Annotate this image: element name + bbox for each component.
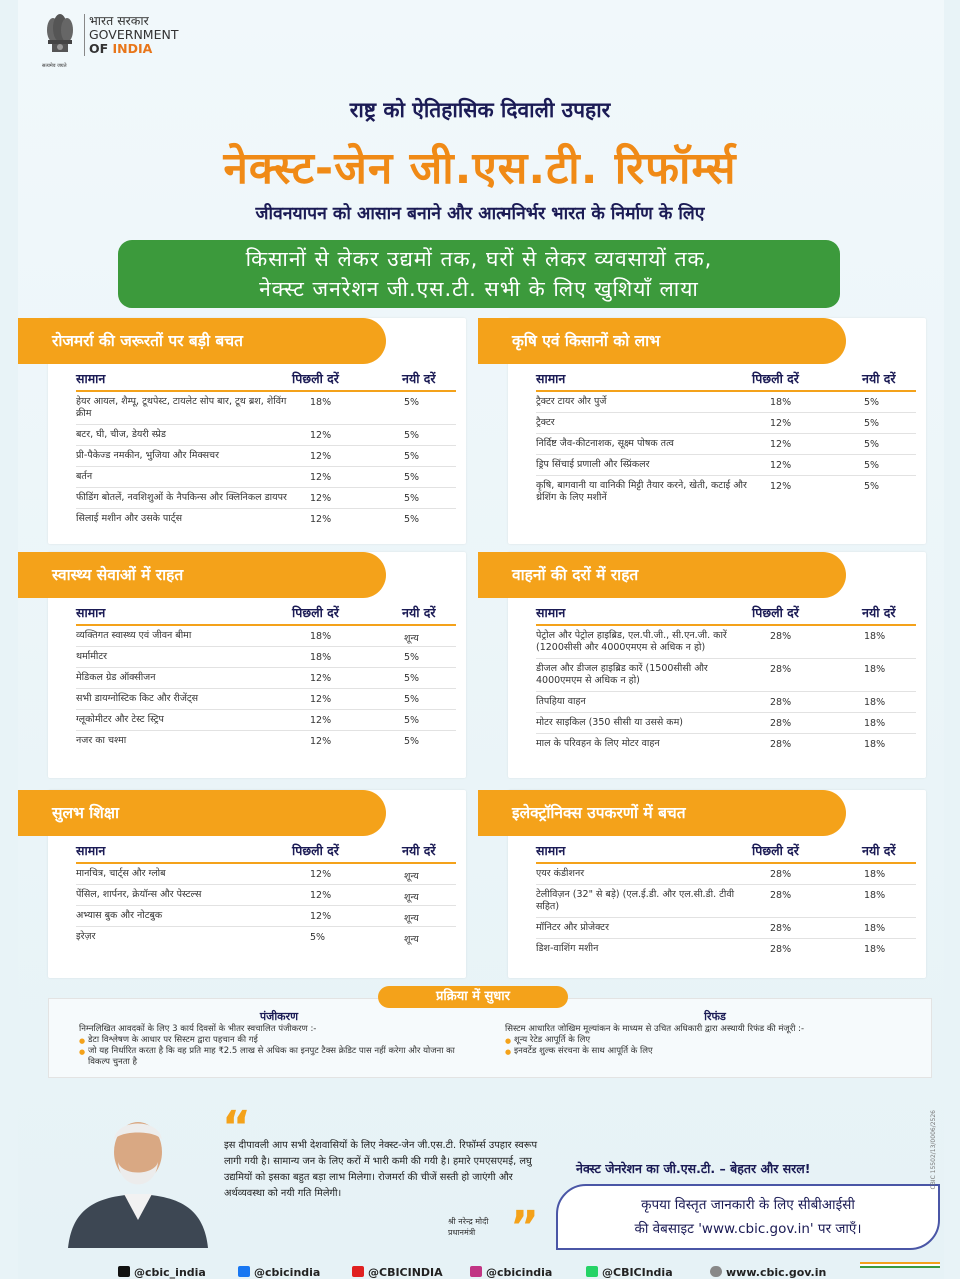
table-row — [76, 488, 456, 509]
row-new-rate: शून्य — [404, 934, 419, 945]
row-item: बटर, घी, चीज, डेयरी स्प्रेड — [76, 429, 166, 440]
row-item: निर्दिष्ट जैव-कीटनाशक, सूक्ष्म पोषक तत्व — [536, 438, 674, 449]
table-row — [536, 659, 916, 692]
row-item: सिलाई मशीन और उसके पार्ट्स — [76, 513, 182, 524]
column-new: नयी दरें — [862, 843, 896, 858]
gov-english: GOVERNMENT — [89, 27, 179, 42]
gov-hindi: भारत सरकार — [89, 13, 149, 28]
row-prev-rate: 28% — [770, 869, 792, 880]
row-prev-rate: 12% — [310, 736, 332, 747]
row-item: मॉनिटर और प्रोजेक्टर — [536, 922, 609, 933]
row-prev-rate: 12% — [310, 472, 332, 483]
row-new-rate: 5% — [864, 418, 880, 429]
row-new-rate: 18% — [864, 664, 886, 675]
table-header — [536, 840, 916, 864]
row-item: मेडिकल ग्रेड ऑक्सीजन — [76, 672, 156, 683]
row-item: व्यक्तिगत स्वास्थ्य एवं जीवन बीमा — [76, 630, 192, 641]
row-new-rate: 18% — [864, 944, 886, 955]
footer-x-handle: @cbic_india — [134, 1266, 206, 1279]
row-item: माल के परिवहन के लिए मोटर वाहन — [536, 738, 660, 749]
prime-minister-photo — [64, 1100, 212, 1248]
table-row — [76, 689, 456, 710]
table-row — [76, 425, 456, 446]
table-row — [76, 710, 456, 731]
footer-instagram-handle: @cbicindia — [486, 1266, 553, 1279]
emblem-motto: सत्यमेव जयते — [42, 63, 67, 69]
column-item: सामान — [76, 843, 106, 858]
row-new-rate: 5% — [404, 397, 420, 408]
row-prev-rate: 12% — [310, 890, 332, 901]
card-title: कृषि एवं किसानों को लाभ — [478, 318, 846, 364]
row-prev-rate: 18% — [310, 397, 332, 408]
table-row — [536, 692, 916, 713]
row-item: मानचित्र, चार्ट्स और ग्लोब — [76, 868, 166, 879]
page-subtitle: जीवनयापन को आसान बनाने और आत्मनिर्भर भारत के निर्माण के लिए — [255, 204, 705, 224]
row-new-rate: 5% — [404, 451, 420, 462]
row-item: अभ्यास बुक और नोटबुक — [76, 910, 163, 921]
table-header — [76, 602, 456, 626]
refund-point: ● शून्य रेटेड आपूर्ति के लिए — [505, 1035, 925, 1046]
footer-web[interactable] — [710, 1266, 826, 1279]
government-wordmark — [84, 14, 178, 56]
column-prev: पिछली दरें — [292, 605, 339, 620]
row-new-rate: 18% — [864, 739, 886, 750]
pm-title: प्रधानमंत्री — [448, 1228, 476, 1237]
table-row — [76, 446, 456, 467]
open-quote-icon: “ — [222, 1102, 251, 1153]
refund-intro: सिस्टम आधारित जोखिम मूल्यांकन के माध्यम से उचित अधिकारी द्वारा अस्थायी रिफंड की मंजूरी :- — [505, 1024, 805, 1034]
row-prev-rate: 18% — [770, 397, 792, 408]
table-row — [76, 864, 456, 885]
row-new-rate: 18% — [864, 718, 886, 729]
row-new-rate: 5% — [864, 460, 880, 471]
banner-line-1: किसानों से लेकर उद्यमों तक, घरों से लेकर व्यवसायों तक, — [245, 247, 713, 271]
column-item: सामान — [76, 605, 106, 620]
row-new-rate: 5% — [864, 439, 880, 450]
registration-point: ● जो यह निर्धारित करता है कि वह प्रति माह ₹2.5 लाख से अधिक का इनपुट टैक्स क्रेडिट पास नहीं करेगा और योजना का विकल्प चुनता है — [79, 1046, 479, 1068]
cbic-line-1: कृपया विस्तृत जानकारी के लिए सीबीआईसी — [641, 1197, 855, 1213]
table-row — [76, 885, 456, 906]
registration-point: ● डेटा विश्लेषण के आधार पर सिस्टम द्वारा पहचान की गई — [79, 1035, 479, 1046]
row-new-rate: 5% — [404, 472, 420, 483]
row-item: टेलीविज़न (32" से बड़े) (एल.ई.डी. और एल.सी.डी. टीवी सहित) — [536, 889, 735, 912]
row-prev-rate: 12% — [310, 715, 332, 726]
column-prev: पिछली दरें — [752, 371, 799, 386]
card-electronics — [508, 790, 926, 978]
table-header — [536, 602, 916, 626]
registration-intro: निम्नलिखित आवदकों के लिए 3 कार्य दिवसों के भीतर स्वचालित पंजीकरण :- — [79, 1024, 317, 1034]
table-row — [76, 626, 456, 647]
column-new: नयी दरें — [402, 605, 436, 620]
facebook-icon — [238, 1266, 250, 1277]
footer-whatsapp[interactable] — [586, 1266, 673, 1279]
table-row — [76, 392, 456, 425]
row-new-rate: 5% — [404, 736, 420, 747]
green-banner — [118, 240, 840, 308]
row-item: नजर का चश्मा — [76, 735, 127, 746]
row-prev-rate: 28% — [770, 664, 792, 675]
pm-name: श्री नरेन्द्र मोदी — [448, 1217, 489, 1226]
row-new-rate: 5% — [404, 673, 420, 684]
refund-heading: रिफंड — [704, 1010, 726, 1023]
row-prev-rate: 28% — [770, 890, 792, 901]
row-prev-rate: 28% — [770, 697, 792, 708]
table-row — [536, 885, 916, 918]
refund-point: ● इनवर्टेड शुल्क संरचना के साथ आपूर्ति के लिए — [505, 1046, 925, 1057]
row-new-rate: 18% — [864, 923, 886, 934]
row-prev-rate: 12% — [770, 481, 792, 492]
card-title: इलेक्ट्रॉनिक्स उपकरणों में बचत — [478, 790, 846, 836]
page-title: नेक्स्ट-जेन जी.एस.टी. रिफॉर्म्स — [223, 143, 737, 194]
instagram-icon — [470, 1266, 482, 1277]
row-item: बर्तन — [76, 471, 93, 482]
table-row — [76, 509, 456, 529]
row-new-rate: 5% — [404, 715, 420, 726]
row-new-rate: 5% — [864, 397, 880, 408]
row-item: फीडिंग बोतलें, नवशिशुओं के नैपकिन्स और क्लिनिकल डायपर — [76, 492, 287, 503]
national-emblem-icon — [40, 6, 78, 62]
table-row — [536, 413, 916, 434]
process-title: प्रक्रिया में सुधार — [378, 986, 568, 1008]
row-prev-rate: 28% — [770, 718, 792, 729]
column-item: सामान — [536, 843, 566, 858]
row-prev-rate: 12% — [310, 694, 332, 705]
row-item: सभी डायग्नोस्टिक किट और रीजेंट्स — [76, 693, 199, 704]
table-row — [76, 927, 456, 947]
row-new-rate: 5% — [404, 493, 420, 504]
row-prev-rate: 28% — [770, 944, 792, 955]
side-code: CBIC 15502/13/0006/2526 — [930, 1110, 937, 1190]
row-item: ड्रिप सिंचाई प्रणाली और स्प्रिंकलर — [536, 459, 650, 470]
row-prev-rate: 12% — [310, 451, 332, 462]
row-prev-rate: 12% — [310, 911, 332, 922]
table-header — [76, 840, 456, 864]
column-prev: पिछली दरें — [292, 371, 339, 386]
table-header — [76, 368, 456, 392]
row-item: इरेज़र — [76, 931, 96, 942]
column-new: नयी दरें — [402, 843, 436, 858]
tagline: नेक्स्ट जेनरेशन का जी.एस.टी. – बेहतर और सरल! — [576, 1161, 811, 1176]
refund-section — [505, 1011, 925, 1057]
column-new: नयी दरें — [862, 605, 896, 620]
pm-signature — [448, 1216, 488, 1238]
title-small: राष्ट्र को ऐतिहासिक दिवाली उपहार — [349, 98, 611, 122]
row-item: ग्लूकोमीटर और टेस्ट स्ट्रिप — [76, 714, 164, 725]
table-row — [536, 476, 916, 508]
row-item: डिश-वाशिंग मशीन — [536, 943, 599, 954]
card-title: स्वास्थ्य सेवाओं में राहत — [18, 552, 386, 598]
whatsapp-icon — [586, 1266, 598, 1277]
table-row — [76, 731, 456, 751]
table-row — [536, 434, 916, 455]
row-item: ट्रैक्टर टायर और पुर्जे — [536, 396, 607, 407]
footer-web-url: www.cbic.gov.in — [726, 1266, 827, 1279]
row-new-rate: 5% — [404, 430, 420, 441]
row-new-rate: 18% — [864, 869, 886, 880]
row-prev-rate: 18% — [310, 631, 332, 642]
card-title: सुलभ शिक्षा — [18, 790, 386, 836]
rate-table — [76, 602, 456, 751]
row-prev-rate: 12% — [310, 514, 332, 525]
table-row — [536, 713, 916, 734]
row-prev-rate: 12% — [310, 869, 332, 880]
row-new-rate: शून्य — [404, 913, 419, 924]
row-new-rate: 5% — [404, 514, 420, 525]
table-row — [536, 392, 916, 413]
table-row — [536, 864, 916, 885]
footer-x[interactable] — [118, 1266, 206, 1279]
table-row — [76, 668, 456, 689]
card-vehicles — [508, 552, 926, 778]
registration-heading: पंजीकरण — [259, 1010, 299, 1023]
table-row — [536, 626, 916, 659]
footer-instagram[interactable] — [470, 1266, 552, 1279]
card-title: वाहनों की दरों में राहत — [478, 552, 846, 598]
table-row — [536, 734, 916, 754]
row-new-rate: 18% — [864, 631, 886, 642]
column-new: नयी दरें — [402, 371, 436, 386]
gov-of: OF — [89, 41, 113, 56]
table-row — [536, 918, 916, 939]
column-item: सामान — [536, 371, 566, 386]
row-prev-rate: 28% — [770, 631, 792, 642]
row-prev-rate: 12% — [310, 430, 332, 441]
row-item: एयर कंडीशनर — [536, 868, 585, 879]
row-prev-rate: 5% — [310, 932, 326, 943]
government-of-india-logo — [40, 6, 200, 69]
row-prev-rate: 12% — [770, 439, 792, 450]
close-quote-icon: ” — [510, 1202, 539, 1253]
table-row — [536, 455, 916, 476]
row-item: पेट्रोल और पेट्रोल हाइब्रिड, एल.पी.जी., सी.एन.जी. कारें (1200सीसी और 4000एमएम से अधिक न हो) — [536, 630, 727, 653]
card-daily-needs — [48, 318, 466, 544]
rate-table — [536, 602, 916, 754]
row-prev-rate: 18% — [310, 652, 332, 663]
row-new-rate: शून्य — [404, 892, 419, 903]
rate-table — [536, 840, 916, 959]
row-new-rate: 5% — [404, 652, 420, 663]
column-item: सामान — [536, 605, 566, 620]
column-item: सामान — [76, 371, 106, 386]
row-prev-rate: 28% — [770, 739, 792, 750]
row-prev-rate: 28% — [770, 923, 792, 934]
footer-youtube-handle: @CBICINDIA — [368, 1266, 443, 1279]
row-new-rate: 5% — [864, 481, 880, 492]
row-item: थर्मामीटर — [76, 651, 108, 662]
card-title: रोजमर्रा की जरूरतों पर बड़ी बचत — [18, 318, 386, 364]
footer-whatsapp-handle: @CBICIndia — [602, 1266, 673, 1279]
column-new: नयी दरें — [862, 371, 896, 386]
column-prev: पिछली दरें — [292, 843, 339, 858]
card-education — [48, 790, 466, 978]
row-item: मोटर साइकिल (350 सीसी या उससे कम) — [536, 717, 683, 728]
row-new-rate: 5% — [404, 694, 420, 705]
table-row — [76, 467, 456, 488]
card-agriculture — [508, 318, 926, 544]
table-row — [76, 906, 456, 927]
footer-facebook-handle: @cbicindia — [254, 1266, 321, 1279]
footer-youtube[interactable] — [352, 1266, 443, 1279]
row-item: कृषि, बागवानी या वानिकी मिट्टी तैयार करने, खेती, कटाई और थ्रेशिंग के लिए मशीनें — [536, 480, 747, 503]
row-prev-rate: 12% — [310, 493, 332, 504]
row-item: हेयर आयल, शैम्पू, टूथपेस्ट, टायलेट सोप बार, टूथ ब्रश, शेविंग क्रीम — [76, 396, 287, 419]
process-box — [48, 998, 932, 1078]
rate-table — [76, 368, 456, 529]
gov-india-word: INDIA — [112, 41, 153, 56]
cbic-line-2[interactable]: की वेबसाइट 'www.cbic.gov.in' पर जाएँ। — [634, 1221, 862, 1237]
row-item: प्री-पैकेज्ड नमकीन, भुजिया और मिक्सचर — [76, 450, 219, 461]
row-new-rate: 18% — [864, 890, 886, 901]
youtube-icon — [352, 1266, 364, 1277]
banner-line-2: नेक्स्ट जनरेशन जी.एस.टी. सभी के लिए खुशियाँ लाया — [259, 277, 699, 301]
footer-facebook[interactable] — [238, 1266, 320, 1279]
gov-india — [89, 42, 178, 56]
row-item: डीजल और डीजल हाइब्रिड कारें (1500सीसी और 4000एमएम से अधिक न हो) — [536, 663, 708, 686]
row-item: तिपहिया वाहन — [536, 696, 586, 707]
cbic-info-box — [556, 1184, 940, 1250]
social-footer — [0, 1266, 960, 1279]
table-row — [536, 939, 916, 959]
table-row — [76, 647, 456, 668]
row-new-rate: शून्य — [404, 871, 419, 882]
row-new-rate: शून्य — [404, 633, 419, 644]
pm-quote: इस दीपावली आप सभी देशवासियों के लिए नेक्स्ट-जेन जी.एस.टी. रिफॉर्म्स उपहार स्वरूप लागी गयी है। सामान्य जन के लिए करों में भारी कमी की गयी है। हमारे एमएसएमई, लघु उद्यमियों को इसका बहुत बड़ा लाभ मिलेगा। रोजमर्रा की चीजें सस्ती हो जाएंगी और अर्थव्यवस्था को नयी गति मिलेगी। — [224, 1140, 538, 1199]
globe-icon — [710, 1266, 722, 1277]
row-new-rate: 18% — [864, 697, 886, 708]
row-prev-rate: 12% — [310, 673, 332, 684]
rate-table — [536, 368, 916, 508]
row-prev-rate: 12% — [770, 418, 792, 429]
column-prev: पिछली दरें — [752, 605, 799, 620]
table-header — [536, 368, 916, 392]
column-prev: पिछली दरें — [752, 843, 799, 858]
row-item: ट्रैक्टर — [536, 417, 555, 428]
rate-table — [76, 840, 456, 947]
row-item: पेंसिल, शार्पनर, क्रेयॉन्स और पेस्टल्स — [76, 889, 202, 900]
x-icon — [118, 1266, 130, 1277]
registration-section — [79, 1011, 479, 1068]
card-health — [48, 552, 466, 778]
row-prev-rate: 12% — [770, 460, 792, 471]
